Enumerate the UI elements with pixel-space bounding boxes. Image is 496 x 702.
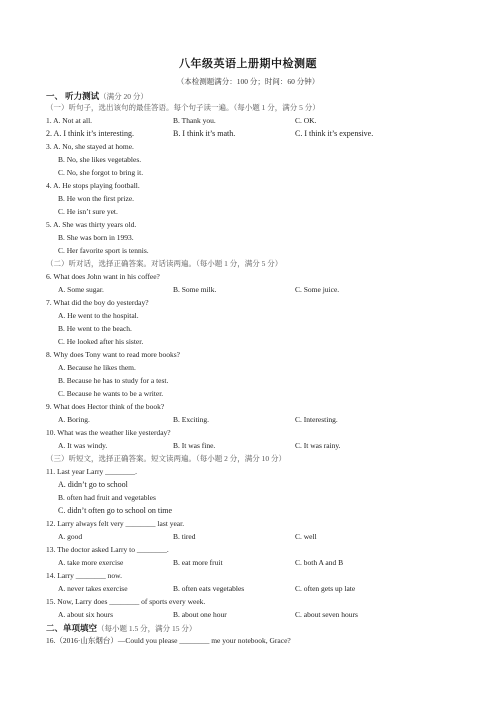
q9-option-c: C. Interesting.: [295, 415, 338, 424]
page-title: 八年级英语上册期中检测题: [179, 58, 317, 70]
q5-option-c: C. Her favorite sport is tennis.: [58, 246, 149, 255]
q7-option-b: B. He went to the beach.: [58, 324, 132, 333]
q15-option-a: A. about six hours: [58, 610, 113, 619]
q11-option-c: C. didn’t often go to school on time: [58, 506, 173, 515]
q14-option-a: A. never takes exercise: [58, 584, 128, 593]
q6-option-b: B. Some milk.: [173, 285, 217, 294]
q12-stem: 12. Larry always felt very ________ last year.: [46, 519, 185, 528]
part2-instruction: （二）听对话，选择正确答案。对话读两遍。（每小题 1 分，满分 5 分）: [46, 259, 283, 268]
q13-option-b: B. eat more fruit: [173, 558, 223, 567]
q13-option-a: A. take more exercise: [58, 558, 124, 567]
q2-option-b: B. I think it’s math.: [173, 129, 236, 138]
q12-option-c: C. well: [295, 532, 317, 541]
q14-stem: 14. Larry ________ now.: [46, 571, 122, 580]
q9-stem: 9. What does Hector think of the book?: [46, 402, 165, 411]
q2-option-a: 2. A. I think it’s interesting.: [46, 129, 134, 138]
q8-option-a: A. Because he likes them.: [58, 363, 136, 372]
section-single-choice-heading: 二、单项填空（每小题 1.5 分，满分 15 分）: [46, 623, 197, 633]
q11-stem: 11. Last year Larry ________.: [46, 467, 137, 476]
q15-option-b: B. about one hour: [173, 610, 227, 619]
q7-stem: 7. What did the boy do yesterday?: [46, 298, 149, 307]
q5-option-a: 5. A. She was thirty years old.: [46, 220, 137, 229]
q6-option-a: A. Some sugar.: [58, 285, 104, 294]
q4-option-b: B. He won the first prize.: [58, 194, 135, 203]
q10-option-a: A. It was windy.: [58, 441, 108, 450]
q3-option-b: B. No, she likes vegetables.: [58, 155, 142, 164]
q15-stem: 15. Now, Larry does ________ of sports every week.: [46, 597, 206, 606]
q11-option-a: A. didn’t go to school: [58, 480, 128, 489]
q16-stem: 16.（2016·山东烟台）—Could you please ________ me your notebook, Grace?: [46, 636, 291, 645]
q1-option-a: 1. A. Not at all.: [46, 116, 93, 125]
q2-option-c: C. I think it’s expensive.: [295, 129, 374, 138]
q6-option-c: C. Some juice.: [295, 285, 340, 294]
q9-option-b: B. Exciting.: [173, 415, 210, 424]
q10-option-b: B. It was fine.: [173, 441, 216, 450]
q8-option-c: C. Because he wants to be a writer.: [58, 389, 164, 398]
q8-stem: 8. Why does Tony want to read more books?: [46, 350, 180, 359]
q14-option-b: B. often eats vegetables: [173, 584, 245, 593]
part3-instruction: （三）听短文，选择正确答案。短文读两遍。（每小题 2 分，满分 10 分）: [46, 454, 286, 463]
q4-option-c: C. He isn’t sure yet.: [58, 207, 118, 216]
q10-option-c: C. It was rainy.: [295, 441, 341, 450]
q9-option-a: A. Boring.: [58, 415, 90, 424]
q11-option-b: B. often had fruit and vegetables: [58, 493, 156, 502]
q3-option-c: C. No, she forgot to bring it.: [58, 168, 144, 177]
q12-option-a: A. good: [58, 532, 83, 541]
q10-stem: 10. What was the weather like yesterday?: [46, 428, 171, 437]
q14-option-c: C. often gets up late: [295, 584, 356, 593]
q3-option-a: 3. A. No, she stayed at home.: [46, 142, 134, 151]
section-listening-heading: 一、 听力测试（满分 20 分）: [46, 91, 148, 101]
part1-instruction: （一）听句子，选出该句的最佳答语。每个句子读一遍。（每小题 1 分，满分 5 分）: [46, 103, 320, 112]
q1-option-b: B. Thank you.: [173, 116, 216, 125]
q5-option-b: B. She was born in 1993.: [58, 233, 134, 242]
q15-option-c: C. about seven hours: [295, 610, 358, 619]
q4-option-a: 4. A. He stops playing football.: [46, 181, 140, 190]
q1-option-c: C. OK.: [295, 116, 317, 125]
q12-option-b: B. tired: [173, 532, 196, 541]
q7-option-a: A. He went to the hospital.: [58, 311, 139, 320]
page-subtitle: （本检测题满分：100 分；时间：60 分钟）: [176, 77, 320, 86]
q13-option-c: C. both A and B: [295, 558, 344, 567]
q13-stem: 13. The doctor asked Larry to ________.: [46, 545, 169, 554]
q6-stem: 6. What does John want in his coffee?: [46, 272, 160, 281]
q7-option-c: C. He looked after his sister.: [58, 337, 144, 346]
q8-option-b: B. Because he has to study for a test.: [58, 376, 169, 385]
